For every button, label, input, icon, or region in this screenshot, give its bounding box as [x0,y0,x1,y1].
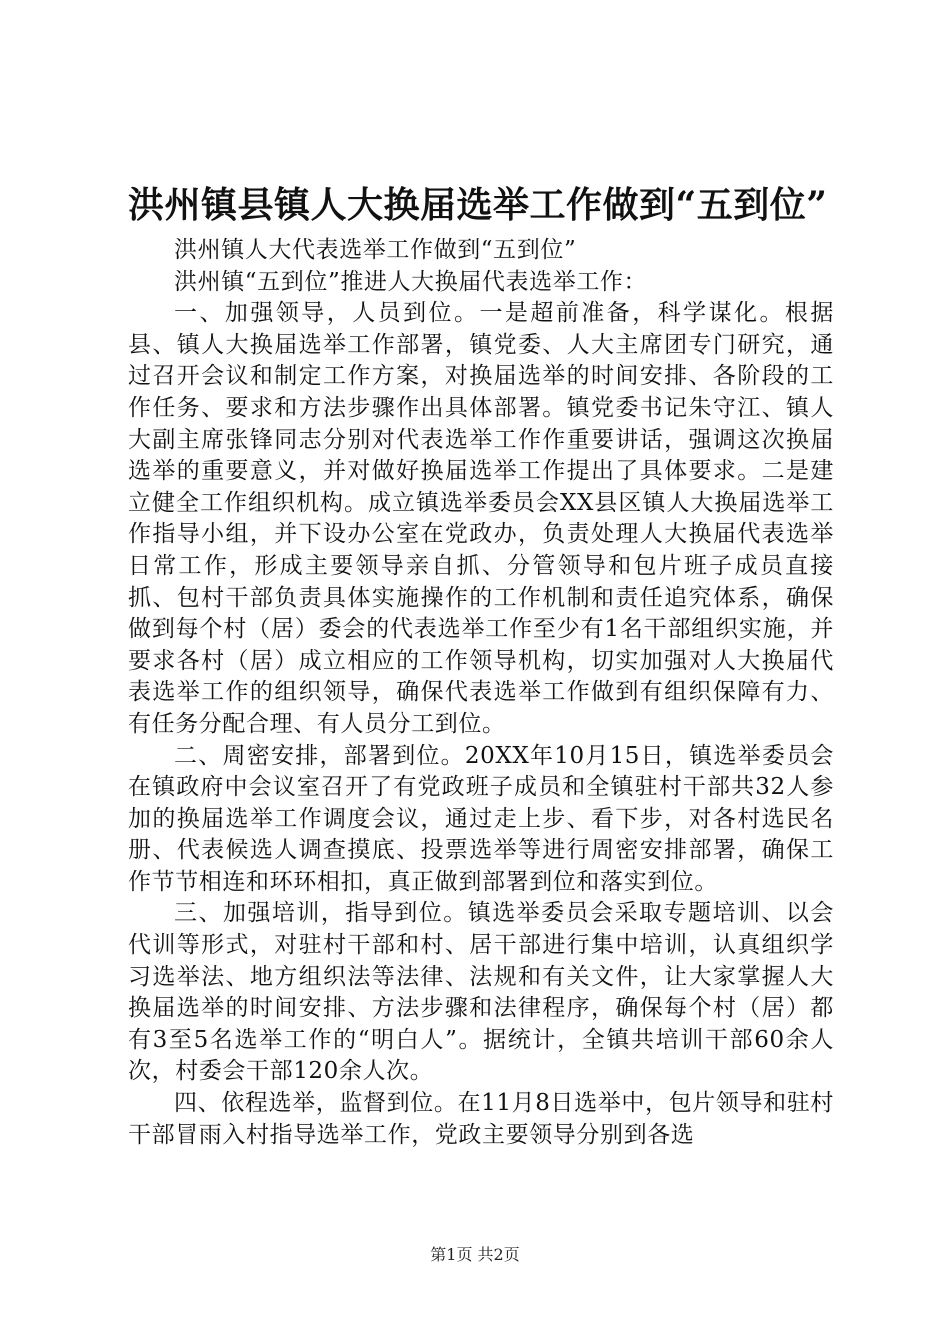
paragraph: 洪州镇“五到位”推进人大换届代表选举工作： [174,268,648,295]
paragraph: 一、加强领导，人员到位。一是超前准备，科学谋化。根据县、镇人大换届选举工作部署，镇党委、人大主席团专门研究，通过召开会议和制定工作方案，对换届选举的时间安排、各阶段的工作任务、要求和方法步骤作出具体部署。镇党委书记朱守江、镇人大副主席张锋同志分别对代表选举工作作重要讲话，强调这次换届选举的重要意义，并对做好换届选举工作提出了具体要求。二是建立健全工作组织机构。成立镇选举委员会XX县区镇人大换届选举工作指导小组，并下设办公室在党政办，负责处理人大换届代表选举日常工作，形成主要领导亲自抓、分管领导和包片班子成员直接抓、包村干部负责具体实施操作的工作机制和责任追究体系，确保做到每个村（居）委会的代表选举工作至少有1名干部组织实施，并要求各村（居）成立相应的工作领导机构，切实加强对人大换届代表选举工作的组织领导，确保代表选举工作做到有组织保障有力、有任务分配合理、有人员分工到位。 [128,300,834,737]
paragraph: 洪州镇人大代表选举工作做到“五到位” [174,237,577,263]
paragraph: 四、依程选举，监督到位。在11月8日选举中，包片领导和驻村干部冒雨入村指导选举工作，党政主要领导分别到各选 [128,1090,834,1148]
paragraph: 三、加强培训，指导到位。镇选举委员会采取专题培训、以会代训等形式，对驻村干部和村、居干部进行集中培训，认真组织学习选举法、地方组织法等法律、法规和有关文件，让大家掌握人大换届选举的时间安排、方法步骤和法律程序，确保每个村（居）都有3至5名选举工作的“明白人”。据统计，全镇共培训干部60余人次，村委会干部120余人次。 [128,900,834,1085]
document-title: 洪州镇县镇人大换届选举工作做到“五到位” [128,184,828,226]
paragraph: 二、周密安排，部署到位。20XX年10月15日，镇选举委员会在镇政府中会议室召开了有党政班子成员和全镇驻村干部共32人参加的换届选举工作调度会议，通过走上步、看下步，对各村选民名册、代表候选人调查摸底、投票选举等进行周密安排部署，确保工作节节相连和环环相扣，真正做到部署到位和落实到位。 [128,742,834,895]
page-footer: 第1页 共2页 [430,1245,520,1264]
document-body [128,235,834,1151]
